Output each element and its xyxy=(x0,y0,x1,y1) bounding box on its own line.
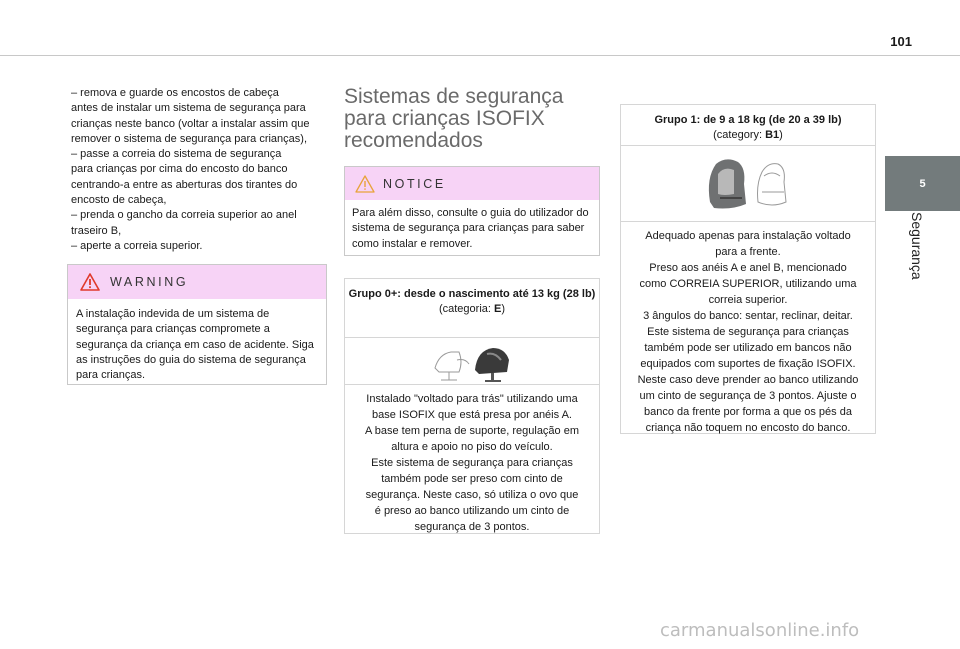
group-0plus-title: Grupo 0+: desde o nascimento até 13 kg (28 lb) xyxy=(348,288,596,300)
page-number: 101 xyxy=(890,34,912,49)
notice-box xyxy=(344,166,600,256)
chapter-tab[interactable] xyxy=(885,156,960,211)
header-rule xyxy=(0,55,960,56)
group-1-category: (category: B1) xyxy=(713,129,783,141)
notice-header xyxy=(345,167,599,200)
notice-title: NOTICE xyxy=(383,176,446,191)
warning-title: WARNING xyxy=(110,275,189,289)
instructions-block xyxy=(71,86,327,254)
child-seat-illustration xyxy=(702,154,794,214)
warning-box xyxy=(67,264,327,385)
group-0plus-card xyxy=(344,278,600,534)
instructions-text: – remova e guarde os encostos de cabeça antes de instalar um sistema de segurança para crianças neste banco (voltar a instalar assim que remover o sistema de segurança para crianças), – passe a correia do sistema de segurança para crianças por cima do encosto do banco centrando-a entre as aberturas dos tirantes do encosto de cabeça, – prenda o gancho da correia superior ao anel traseiro B, – aperte a correia superior. xyxy=(71,87,310,252)
group-1-header xyxy=(621,105,875,145)
warning-icon xyxy=(80,273,100,291)
warning-text: A instalação indevida de um sistema de segurança para crianças compromete a segurança da criança em caso de acidente. Siga as instruções do guia do sistema de segurança para crianças. xyxy=(76,308,314,382)
group-0plus-category: (categoria: E) xyxy=(438,303,506,315)
group-1-card xyxy=(620,104,876,434)
infant-carrier-illustration xyxy=(429,340,515,382)
group-0plus-image xyxy=(345,337,599,385)
warning-header xyxy=(68,265,326,299)
section-title: Sistemas de segurança para crianças ISOFIX recomendados xyxy=(344,85,564,152)
group-0plus-text: Instalado "voltado para trás" utilizando uma base ISOFIX que está presa por anéis A. A base tem perna de suporte, regulação em altura e apoio no piso do veículo. Este sistema de segurança para crianças também pode ser preso com cinto de segurança. Neste caso, só utiliza o ovo que é preso ao banco utilizando um cinto de segurança de 3 pontos. xyxy=(364,393,580,533)
notice-icon xyxy=(355,175,375,193)
chapter-number: 5 xyxy=(919,177,926,190)
group-1-image xyxy=(621,145,875,222)
watermark: carmanualsonline.info xyxy=(660,620,860,641)
chapter-label: Segurança xyxy=(909,212,925,280)
group-0plus-header xyxy=(345,279,599,337)
group-1-title: Grupo 1: de 9 a 18 kg (de 20 a 39 lb) xyxy=(654,114,842,126)
group-1-text: Adequado apenas para instalação voltado para a frente. Preso aos anéis A e anel B, mencionado como CORREIA SUPERIOR, utilizando uma correia superior. 3 ângulos do banco: sentar, reclinar, deitar. Este sistema de segurança para crianças também pode ser utilizado em bancos não equipados com suportes de fixação ISOFIX. Neste caso deve prender ao banco utilizando um cinto de segurança de 3 pontos. Ajuste o banco da frente por forma a que os pés da criança não toquem no encosto do banco. xyxy=(637,230,859,434)
notice-text: Para além disso, consulte o guia do utilizador do sistema de segurança para crianças para saber como instalar e remover. xyxy=(352,207,589,250)
